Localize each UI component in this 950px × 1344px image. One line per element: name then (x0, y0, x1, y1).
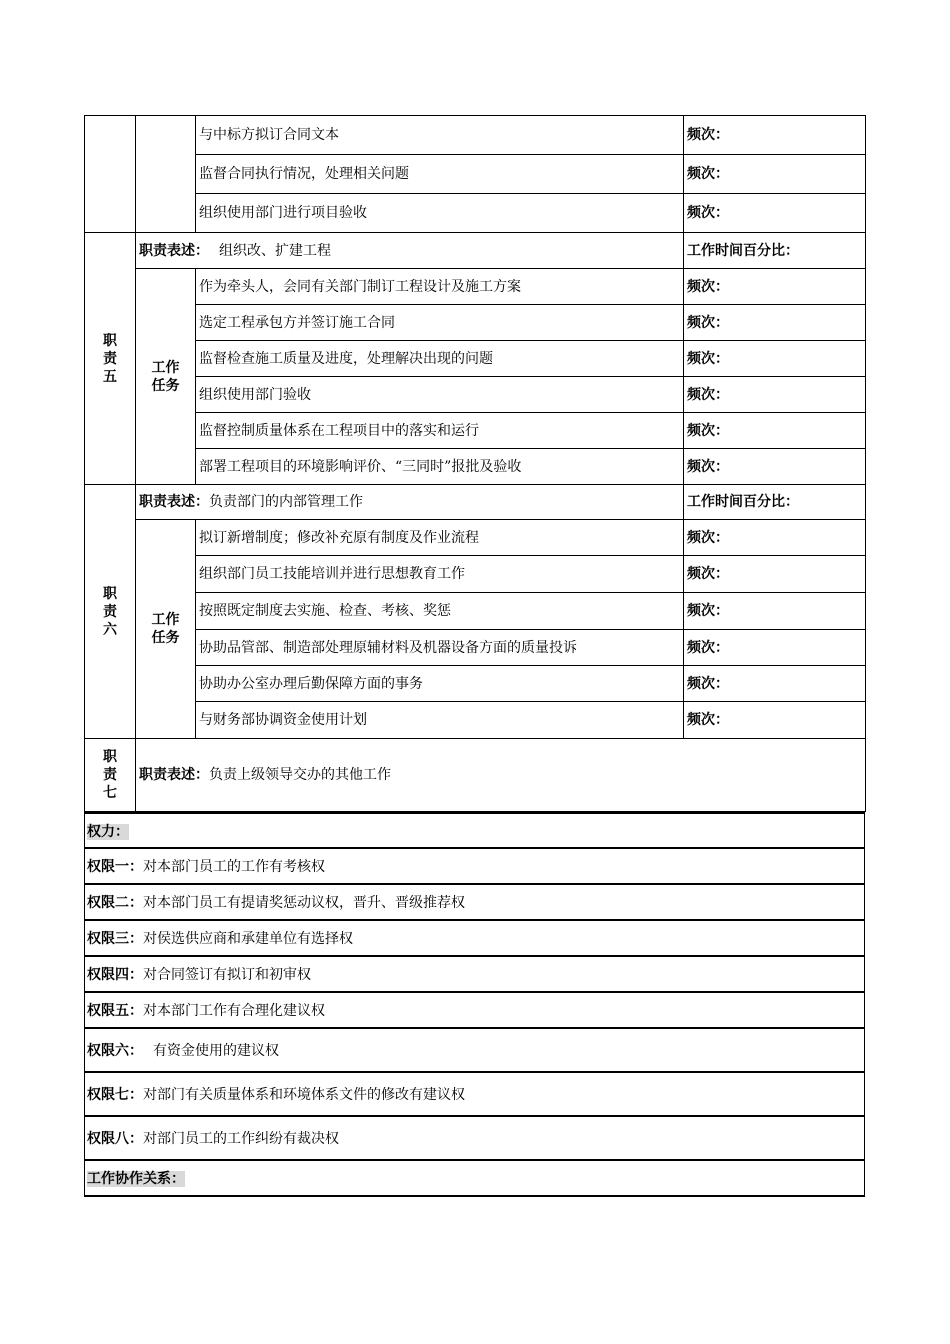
frequency-cell: 频次： (684, 341, 866, 377)
table-row (85, 520, 866, 556)
authority-row (85, 1072, 865, 1116)
duty5-tasks-label: 工作 任务 (136, 269, 196, 485)
table-row (85, 449, 866, 485)
table-row (85, 702, 866, 739)
duty7-label: 职 责 七 (85, 739, 136, 812)
table-row (85, 413, 866, 449)
authority-table (84, 812, 865, 1197)
authority-item: 权限八：对部门员工的工作纠纷有裁决权 (85, 1116, 865, 1160)
duty4-label-cell (85, 116, 136, 233)
frequency-cell: 频次： (684, 520, 866, 556)
frequency-cell: 频次： (684, 630, 866, 666)
table-row (85, 593, 866, 630)
task-cell: 监督合同执行情况，处理相关问题 (196, 155, 684, 194)
task-cell: 与财务部协调资金使用计划 (196, 702, 684, 739)
task-cell: 拟订新增制度；修改补充原有制度及作业流程 (196, 520, 684, 556)
task-cell: 选定工程承包方并签订施工合同 (196, 305, 684, 341)
duty5-description-row (85, 233, 866, 269)
work-time-percent-label: 工作时间百分比： (684, 233, 866, 269)
authority-row (85, 992, 865, 1028)
frequency-cell: 频次： (684, 593, 866, 630)
frequency-cell: 频次： (684, 556, 866, 593)
frequency-cell: 频次： (684, 377, 866, 413)
frequency-cell: 频次： (684, 116, 866, 155)
duty5-label: 职 责 五 (85, 233, 136, 485)
table-row (85, 194, 866, 233)
duty4-tasks-label-cell (136, 116, 196, 233)
duty6-description-row (85, 485, 866, 520)
frequency-cell: 频次： (684, 449, 866, 485)
authority-item: 权限一：对本部门员工的工作有考核权 (85, 848, 865, 884)
authority-item: 权限六： 有资金使用的建议权 (85, 1028, 865, 1072)
frequency-cell: 频次： (684, 305, 866, 341)
table-row (85, 269, 866, 305)
table-row (85, 556, 866, 593)
table-row (85, 155, 866, 194)
frequency-cell: 频次： (684, 269, 866, 305)
cooperation-heading: 工作协作关系： (85, 1160, 865, 1196)
task-cell: 监督控制质量体系在工程项目中的落实和运行 (196, 413, 684, 449)
duty7-description: 职责表述：负责上级领导交办的其他工作 (136, 739, 866, 812)
task-cell: 部署工程项目的环境影响评价、“三同时”报批及验收 (196, 449, 684, 485)
duty6-tasks-label: 工作 任务 (136, 520, 196, 739)
task-cell: 作为牵头人，会同有关部门制订工程设计及施工方案 (196, 269, 684, 305)
authority-row (85, 1028, 865, 1072)
cooperation-heading-row (85, 1160, 865, 1196)
authority-item: 权限五：对本部门工作有合理化建议权 (85, 992, 865, 1028)
authority-heading: 权力： (85, 813, 865, 848)
table-row (85, 666, 866, 702)
table-row (85, 377, 866, 413)
task-cell: 与中标方拟订合同文本 (196, 116, 684, 155)
authority-heading-row (85, 813, 865, 848)
authority-row (85, 1116, 865, 1160)
table-row (85, 341, 866, 377)
task-cell: 协助办公室办理后勤保障方面的事务 (196, 666, 684, 702)
authority-row (85, 956, 865, 992)
duty5-description: 职责表述： 组织改、扩建工程 (136, 233, 684, 269)
duty6-description: 职责表述：负责部门的内部管理工作 (136, 485, 684, 520)
task-cell: 协助品管部、制造部处理原辅材料及机器设备方面的质量投诉 (196, 630, 684, 666)
frequency-cell: 频次： (684, 702, 866, 739)
duty7-row (85, 739, 866, 812)
frequency-cell: 频次： (684, 666, 866, 702)
authority-item: 权限四：对合同签订有拟订和初审权 (85, 956, 865, 992)
authority-item: 权限二：对本部门员工有提请奖惩动议权，晋升、晋级推荐权 (85, 884, 865, 920)
duty6-label: 职 责 六 (85, 485, 136, 739)
task-cell: 监督检查施工质量及进度，处理解决出现的问题 (196, 341, 684, 377)
authority-item: 权限七：对部门有关质量体系和环境体系文件的修改有建议权 (85, 1072, 865, 1116)
work-time-percent-label: 工作时间百分比： (684, 485, 866, 520)
authority-row (85, 920, 865, 956)
task-cell: 按照既定制度去实施、检查、考核、奖惩 (196, 593, 684, 630)
task-cell: 组织使用部门进行项目验收 (196, 194, 684, 233)
table-row (85, 630, 866, 666)
authority-row (85, 848, 865, 884)
frequency-cell: 频次： (684, 194, 866, 233)
authority-row (85, 884, 865, 920)
table-row (85, 305, 866, 341)
table-row (85, 116, 866, 155)
authority-item: 权限三：对侯选供应商和承建单位有选择权 (85, 920, 865, 956)
task-cell: 组织部门员工技能培训并进行思想教育工作 (196, 556, 684, 593)
task-cell: 组织使用部门验收 (196, 377, 684, 413)
duties-table (84, 115, 866, 812)
frequency-cell: 频次： (684, 413, 866, 449)
frequency-cell: 频次： (684, 155, 866, 194)
